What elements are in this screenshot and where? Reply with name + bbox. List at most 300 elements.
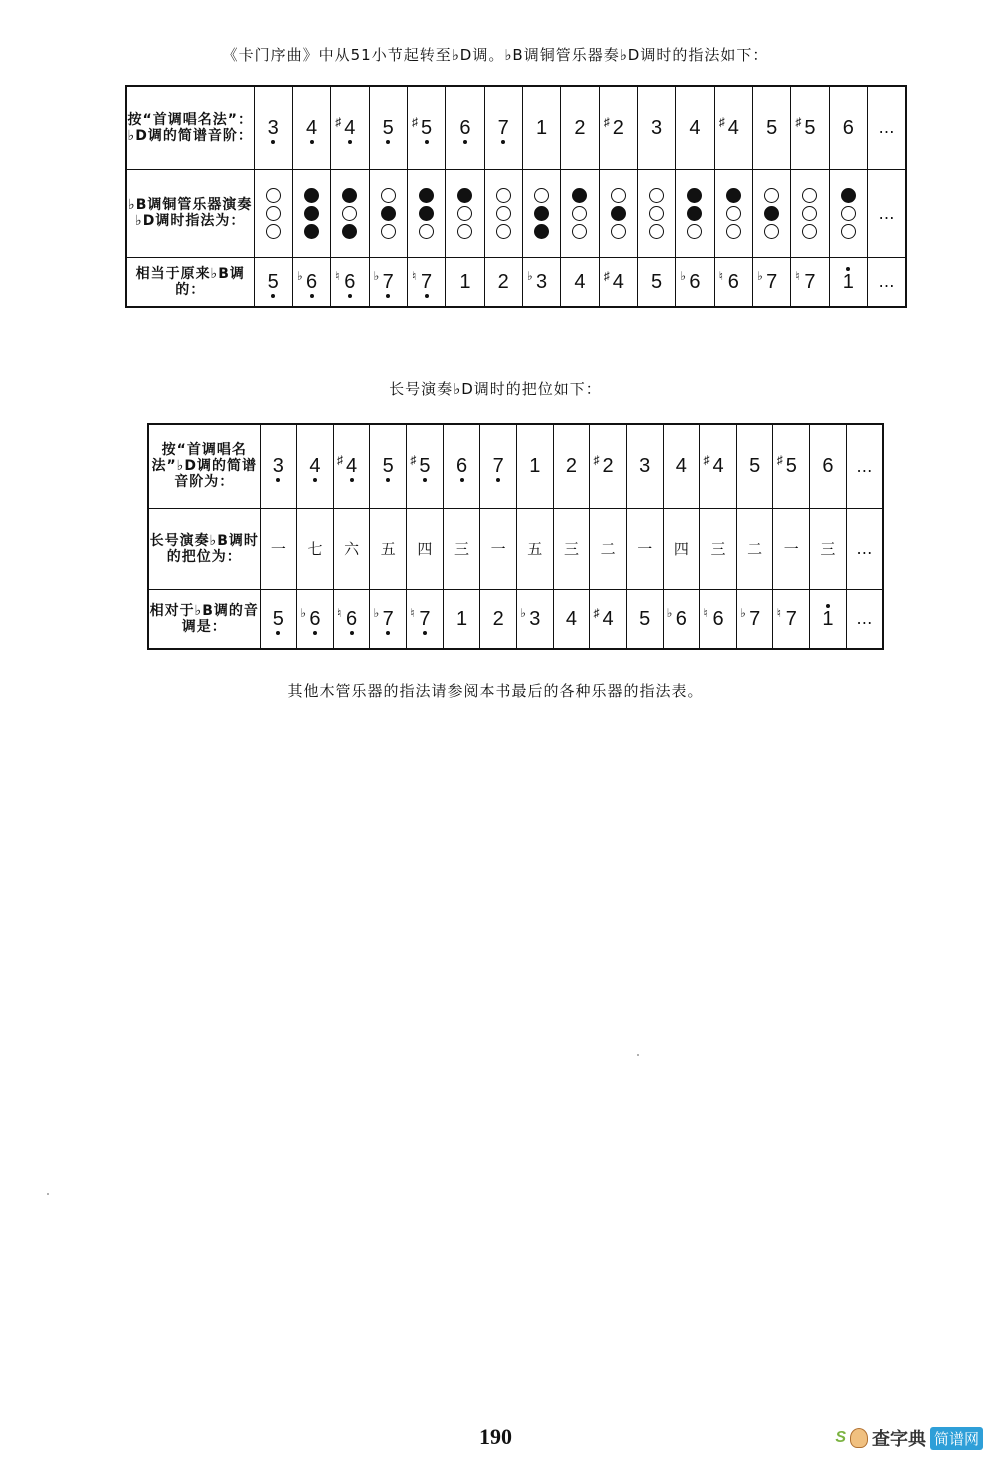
- accidental: ♯: [776, 453, 783, 468]
- jianpu-note: [268, 118, 279, 138]
- trumpet-fingering-table: [125, 85, 907, 308]
- note-digit: 2: [602, 455, 614, 478]
- valve-open-icon: [726, 206, 741, 221]
- jianpu-note: [593, 605, 614, 630]
- row-header-scale: 按“首调唱名法”：♭D调的简谱音阶：: [126, 86, 254, 169]
- note-cell: [484, 86, 522, 169]
- valve-open-icon: [802, 206, 817, 221]
- note-cell: [480, 589, 517, 649]
- note-cell: [260, 424, 297, 508]
- valve-open-icon: [381, 224, 396, 239]
- note-digit: 7: [492, 455, 504, 478]
- note-cell: [663, 589, 700, 649]
- slide-position-cell: 五: [370, 508, 407, 589]
- lower-octave-dot: [310, 294, 314, 298]
- jianpu-note: [795, 268, 816, 293]
- jianpu-note: [337, 605, 358, 630]
- note-digit: 5: [804, 116, 816, 139]
- lower-octave-dot: [350, 631, 354, 635]
- accidental: ♯: [337, 453, 344, 468]
- valve-open-icon: [726, 224, 741, 239]
- note-cell: [791, 257, 829, 307]
- fingering-cell: [407, 169, 445, 257]
- note-digit: 6: [305, 270, 318, 293]
- lower-octave-dot: [501, 140, 505, 144]
- note-digit: 3: [267, 116, 279, 139]
- jianpu-note: [383, 118, 394, 138]
- accidental: ♭: [373, 605, 380, 620]
- note-digit: 4: [727, 116, 739, 139]
- accidental: ♭: [300, 605, 307, 620]
- accidental: ♮: [795, 268, 800, 283]
- accidental: ♮: [718, 268, 724, 283]
- valve-open-icon: [764, 188, 779, 203]
- valve-open-icon: [649, 206, 664, 221]
- note-cell: [637, 86, 675, 169]
- caption-trombone: 长号演奏♭D调时的把位如下：: [389, 380, 602, 398]
- jianpu-note: [843, 118, 854, 138]
- valve-open-icon: [687, 224, 702, 239]
- valve-pressed-icon: [687, 188, 702, 203]
- fingering-cell: [599, 169, 637, 257]
- fingering-cell: [829, 169, 867, 257]
- note-digit: 6: [675, 607, 687, 630]
- note-digit: 7: [382, 270, 394, 293]
- note-digit: 4: [602, 607, 614, 630]
- note-cell: [676, 257, 714, 307]
- note-cell: [561, 257, 599, 307]
- jianpu-note: [766, 118, 777, 138]
- note-digit: 6: [842, 116, 854, 139]
- note-cell: [637, 257, 675, 307]
- accidental: ♯: [593, 453, 600, 468]
- row-header-position: 长号演奏♭B调时的把位为：: [148, 508, 260, 589]
- jianpu-note: [676, 456, 687, 476]
- valve-pressed-icon: [419, 206, 434, 221]
- jianpu-note: [335, 114, 356, 139]
- lower-octave-dot: [425, 294, 429, 298]
- jianpu-note: [718, 114, 739, 139]
- note-digit: 4: [565, 607, 577, 630]
- lower-octave-dot: [423, 631, 427, 635]
- fingering-cell: [254, 169, 292, 257]
- fingering-cell: [484, 169, 522, 257]
- lower-octave-dot: [460, 478, 464, 482]
- note-digit: 4: [309, 455, 321, 478]
- note-digit: 5: [766, 116, 778, 139]
- jianpu-note: [593, 453, 614, 478]
- accidental: ♮: [410, 605, 415, 620]
- valve-pressed-icon: [687, 206, 702, 221]
- scale-row: [148, 424, 883, 508]
- position-row: [148, 508, 883, 589]
- lower-octave-dot: [313, 631, 317, 635]
- jianpu-note: [456, 609, 467, 629]
- jianpu-note: [411, 268, 433, 293]
- valve-pressed-icon: [304, 206, 319, 221]
- note-cell: [370, 589, 407, 649]
- note-cell: [773, 589, 810, 649]
- accidental: ♭: [373, 268, 380, 283]
- note-cell: [736, 589, 773, 649]
- note-digit: 1: [459, 270, 471, 293]
- caption-woodwind-note: 其他木管乐器的指法请参阅本书最后的各种乐器的指法表。: [287, 682, 704, 700]
- accidental: ♯: [410, 453, 417, 468]
- valve-open-icon: [802, 188, 817, 203]
- note-cell: [810, 589, 847, 649]
- valve-open-icon: [342, 206, 357, 221]
- jianpu-note: [651, 272, 662, 292]
- note-digit: 5: [382, 116, 394, 139]
- note-cell: [599, 86, 637, 169]
- fingering-cell: [292, 169, 330, 257]
- jianpu-note: [749, 456, 760, 476]
- lower-octave-dot: [348, 294, 352, 298]
- fingering-cell: [561, 169, 599, 257]
- caption-modulation: 《卡门序曲》中从51小节起转至♭D调。♭B调铜管乐器奏♭D调时的指法如下：: [222, 46, 769, 64]
- note-digit: 7: [804, 270, 816, 293]
- scale-row: [126, 86, 906, 169]
- accidental: ♯: [593, 605, 600, 620]
- ellipsis-cell: …: [868, 86, 907, 169]
- note-cell: [407, 589, 444, 649]
- note-digit: 5: [785, 455, 797, 478]
- valve-open-icon: [457, 224, 472, 239]
- fingering-cell: [369, 169, 407, 257]
- note-digit: 1: [529, 455, 541, 478]
- note-digit: 4: [712, 455, 724, 478]
- note-cell: [446, 86, 484, 169]
- valve-pressed-icon: [611, 206, 626, 221]
- valve-open-icon: [649, 224, 664, 239]
- jianpu-note: [574, 118, 585, 138]
- jianpu-note: [639, 609, 650, 629]
- jianpu-note: [603, 114, 624, 139]
- jianpu-note: [843, 272, 854, 292]
- valve-open-icon: [611, 188, 626, 203]
- jianpu-note: [666, 605, 687, 630]
- accidental: ♯: [718, 114, 725, 129]
- lower-octave-dot: [425, 140, 429, 144]
- note-cell: [663, 424, 700, 508]
- note-digit: 5: [382, 455, 394, 478]
- lower-octave-dot: [496, 478, 500, 482]
- note-cell: [773, 424, 810, 508]
- jianpu-note: [306, 118, 317, 138]
- valve-pressed-icon: [419, 188, 434, 203]
- lower-octave-dot: [310, 140, 314, 144]
- note-cell: [292, 86, 330, 169]
- note-digit: 6: [822, 455, 834, 478]
- accidental: ♯: [603, 114, 610, 129]
- accidental: ♭: [757, 268, 763, 283]
- note-cell: [590, 589, 627, 649]
- valve-open-icon: [534, 188, 549, 203]
- lower-octave-dot: [350, 478, 354, 482]
- jianpu-note: [456, 456, 467, 476]
- note-cell: [370, 424, 407, 508]
- note-cell: [369, 257, 407, 307]
- note-digit: 5: [420, 116, 433, 139]
- jianpu-note: [822, 609, 833, 629]
- note-digit: 4: [344, 116, 356, 139]
- jianpu-note: [703, 605, 724, 630]
- jianpu-note: [273, 456, 284, 476]
- ellipsis-cell: …: [846, 508, 883, 589]
- valve-open-icon: [266, 206, 281, 221]
- note-cell: [522, 86, 560, 169]
- lower-octave-dot: [386, 478, 390, 482]
- note-digit: 1: [536, 116, 548, 139]
- note-cell: [561, 86, 599, 169]
- watermark-logo: [835, 1426, 983, 1450]
- accidental: ♭: [666, 605, 673, 620]
- jianpu-note: [757, 268, 778, 293]
- jianpu-note: [383, 456, 394, 476]
- jianpu-note: [776, 605, 797, 630]
- note-cell: [522, 257, 560, 307]
- note-cell: [407, 257, 445, 307]
- note-digit: 4: [346, 455, 358, 478]
- lower-octave-dot: [313, 478, 317, 482]
- trombone-position-table: [147, 423, 884, 650]
- accidental: ♭: [527, 268, 533, 283]
- slide-position-cell: 三: [810, 508, 847, 589]
- scan-speck: [47, 1193, 49, 1195]
- accidental: ♭: [680, 268, 687, 283]
- valve-open-icon: [457, 206, 472, 221]
- note-cell: [590, 424, 627, 508]
- note-cell: [260, 589, 297, 649]
- note-digit: 2: [565, 455, 577, 478]
- note-digit: 5: [651, 270, 663, 293]
- slide-position-cell: 二: [590, 508, 627, 589]
- row-header-equivalent: 相当于原来♭B调的：: [126, 257, 254, 307]
- watermark-tag: 简谱网: [930, 1427, 983, 1450]
- note-cell: [443, 589, 480, 649]
- valve-pressed-icon: [342, 224, 357, 239]
- note-digit: 1: [455, 607, 468, 630]
- note-digit: 2: [612, 116, 624, 139]
- note-digit: 7: [785, 607, 797, 630]
- note-cell: [516, 424, 553, 508]
- note-digit: 6: [712, 607, 724, 630]
- valve-open-icon: [841, 224, 856, 239]
- note-cell: [752, 257, 790, 307]
- fingering-cell: [752, 169, 790, 257]
- accidental: ♯: [795, 114, 802, 129]
- valve-open-icon: [802, 224, 817, 239]
- jianpu-note: [459, 118, 470, 138]
- slide-position-cell: 一: [260, 508, 297, 589]
- equivalent-row: [126, 257, 906, 307]
- valve-pressed-icon: [457, 188, 472, 203]
- slide-position-cell: 五: [516, 508, 553, 589]
- note-digit: 3: [272, 455, 284, 478]
- jianpu-note: [822, 456, 833, 476]
- jianpu-note: [574, 272, 585, 292]
- note-digit: 6: [459, 116, 471, 139]
- valve-pressed-icon: [304, 188, 319, 203]
- valve-pressed-icon: [304, 224, 319, 239]
- jianpu-note: [273, 609, 284, 629]
- valve-open-icon: [841, 206, 856, 221]
- note-digit: 4: [305, 116, 318, 139]
- note-digit: 4: [689, 116, 701, 139]
- note-cell: [714, 257, 752, 307]
- note-cell: [752, 86, 790, 169]
- scan-speck: [637, 1054, 639, 1056]
- note-cell: [407, 424, 444, 508]
- jianpu-note: [493, 456, 504, 476]
- slide-position-cell: 四: [407, 508, 444, 589]
- jianpu-note: [268, 272, 279, 292]
- note-cell: [369, 86, 407, 169]
- accidental: ♯: [411, 114, 418, 129]
- note-digit: 3: [639, 455, 651, 478]
- accidental: ♮: [411, 268, 417, 283]
- jianpu-note: [603, 268, 624, 293]
- slide-position-cell: 一: [773, 508, 810, 589]
- jianpu-note: [309, 456, 320, 476]
- jianpu-note: [459, 272, 470, 292]
- valve-open-icon: [496, 224, 511, 239]
- note-cell: [810, 424, 847, 508]
- slide-position-cell: 四: [663, 508, 700, 589]
- lower-octave-dot: [386, 631, 390, 635]
- jianpu-note: [680, 268, 701, 293]
- note-cell: [446, 257, 484, 307]
- lower-octave-dot: [271, 140, 275, 144]
- jianpu-note: [410, 453, 431, 478]
- fingering-cell: [522, 169, 560, 257]
- note-digit: 2: [574, 116, 586, 139]
- accidental: ♮: [335, 268, 340, 283]
- valve-open-icon: [764, 224, 779, 239]
- note-cell: [700, 589, 737, 649]
- equivalent-row: [148, 589, 883, 649]
- valve-pressed-icon: [381, 206, 396, 221]
- jianpu-note: [740, 605, 761, 630]
- note-cell: [599, 257, 637, 307]
- note-cell: [676, 86, 714, 169]
- note-digit: 6: [727, 270, 739, 293]
- note-cell: [829, 86, 867, 169]
- note-cell: [297, 424, 334, 508]
- note-digit: 3: [536, 270, 548, 293]
- note-digit: 7: [382, 607, 394, 630]
- note-digit: 6: [455, 455, 468, 478]
- note-digit: 3: [529, 607, 541, 630]
- fingering-cell: [676, 169, 714, 257]
- note-digit: 6: [346, 607, 358, 630]
- valve-open-icon: [572, 206, 587, 221]
- jianpu-note: [651, 118, 662, 138]
- valve-open-icon: [266, 224, 281, 239]
- accidental: ♯: [335, 114, 342, 129]
- accidental: ♭: [740, 605, 746, 620]
- slide-position-cell: 六: [333, 508, 370, 589]
- note-cell: [626, 424, 663, 508]
- note-digit: 7: [420, 270, 433, 293]
- valve-open-icon: [419, 224, 434, 239]
- valve-pressed-icon: [572, 188, 587, 203]
- lower-octave-dot: [271, 294, 275, 298]
- jianpu-note: [536, 118, 547, 138]
- jianpu-note: [411, 114, 433, 139]
- jianpu-note: [335, 268, 356, 293]
- note-digit: 6: [309, 607, 321, 630]
- jianpu-note: [498, 272, 509, 292]
- note-cell: [333, 589, 370, 649]
- jianpu-note: [776, 453, 797, 478]
- note-digit: 6: [689, 270, 701, 293]
- jianpu-note: [373, 268, 394, 293]
- valve-open-icon: [649, 188, 664, 203]
- note-digit: 3: [651, 116, 663, 139]
- note-cell: [407, 86, 445, 169]
- jianpu-note: [718, 268, 739, 293]
- note-digit: 2: [492, 607, 504, 630]
- note-digit: 5: [639, 607, 651, 630]
- note-digit: 5: [267, 270, 279, 293]
- note-digit: 4: [612, 270, 624, 293]
- note-cell: [484, 257, 522, 307]
- note-cell: [331, 257, 369, 307]
- mascot-icon: [850, 1428, 868, 1448]
- lower-octave-dot: [463, 140, 467, 144]
- jianpu-note: [498, 118, 509, 138]
- valve-pressed-icon: [841, 188, 856, 203]
- note-cell: [516, 589, 553, 649]
- watermark-s-mark: S: [835, 1429, 846, 1446]
- jianpu-note: [689, 118, 700, 138]
- row-header-scale: 按“首调唱名法”♭D调的简谱音阶为：: [148, 424, 260, 508]
- fingering-row: [126, 169, 906, 257]
- jianpu-note: [529, 456, 540, 476]
- note-cell: [626, 589, 663, 649]
- lower-octave-dot: [276, 631, 280, 635]
- note-digit: 7: [749, 607, 761, 630]
- accidental: ♯: [603, 268, 610, 283]
- note-cell: [331, 86, 369, 169]
- accidental: ♭: [520, 605, 526, 620]
- note-digit: 7: [497, 116, 509, 139]
- slide-position-cell: 三: [443, 508, 480, 589]
- valve-open-icon: [611, 224, 626, 239]
- fingering-cell: [791, 169, 829, 257]
- note-cell: [297, 589, 334, 649]
- note-cell: [553, 424, 590, 508]
- valve-open-icon: [496, 188, 511, 203]
- note-digit: 1: [842, 270, 854, 293]
- upper-octave-dot: [826, 604, 830, 608]
- lower-octave-dot: [386, 140, 390, 144]
- ellipsis-cell: …: [846, 589, 883, 649]
- accidental: ♯: [703, 453, 710, 468]
- slide-position-cell: 一: [626, 508, 663, 589]
- lower-octave-dot: [423, 478, 427, 482]
- note-digit: 4: [574, 270, 586, 293]
- accidental: ♭: [296, 268, 303, 283]
- valve-open-icon: [496, 206, 511, 221]
- fingering-cell: [331, 169, 369, 257]
- note-cell: [791, 86, 829, 169]
- accidental: ♮: [776, 605, 782, 620]
- row-header-equivalent: 相对于♭B调的音调是：: [148, 589, 260, 649]
- note-cell: [333, 424, 370, 508]
- valve-open-icon: [381, 188, 396, 203]
